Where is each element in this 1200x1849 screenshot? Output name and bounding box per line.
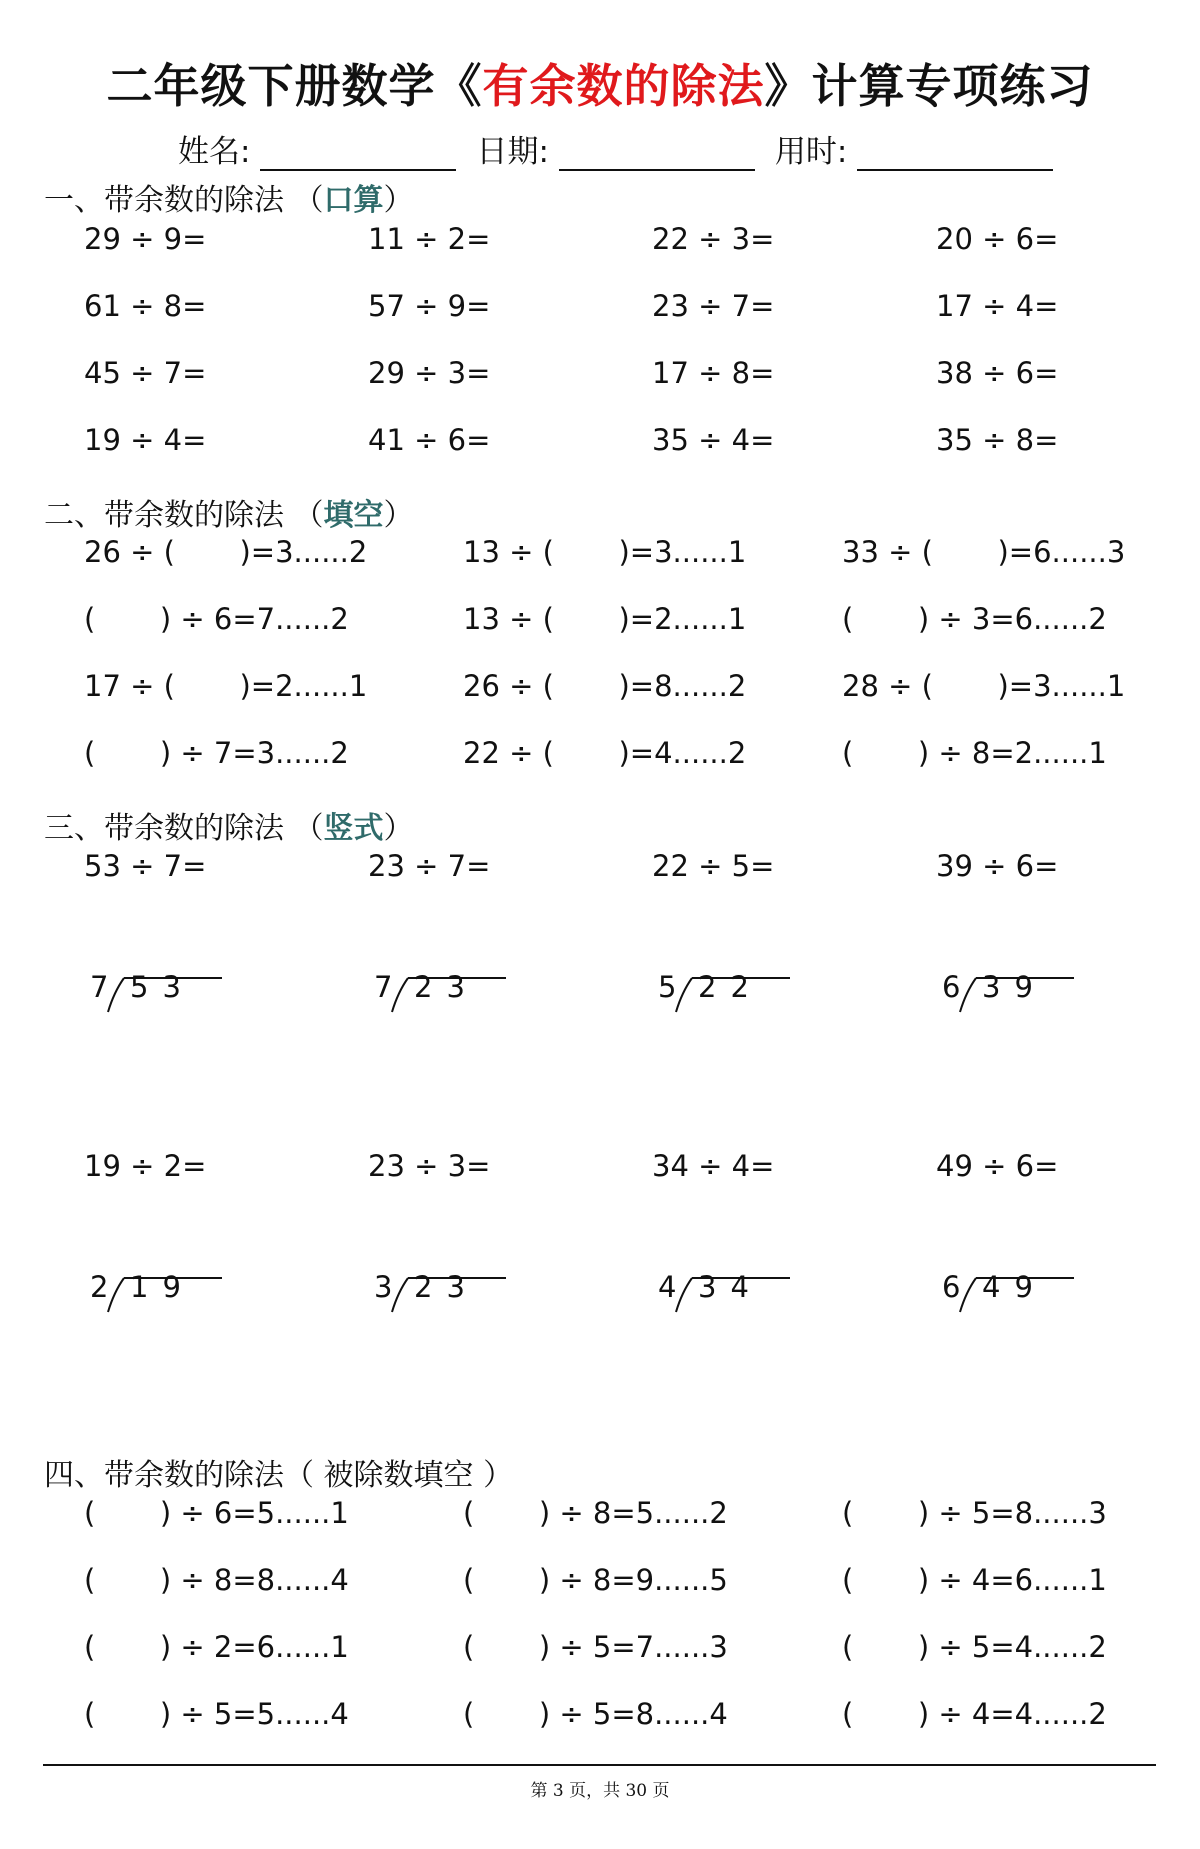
problem: ( ) ÷ 5=8......4	[463, 1697, 728, 1731]
problem: 61 ÷ 8=	[84, 289, 207, 323]
problem: ( ) ÷ 3=6......2	[842, 602, 1107, 636]
section-1-prefix: 一、带余数的除法 （	[44, 183, 324, 218]
dividend: 19	[130, 1270, 195, 1304]
section-1-row	[0, 289, 1200, 329]
section-2-row	[0, 669, 1200, 709]
problem: 33 ÷ ( )=6......3	[842, 535, 1126, 569]
problem: 13 ÷ ( )=3......1	[463, 535, 747, 569]
dividend: 53	[130, 970, 195, 1004]
problem: ( ) ÷ 5=8......3	[842, 1496, 1107, 1530]
problem: ( ) ÷ 8=2......1	[842, 736, 1107, 770]
divisor: 7	[374, 970, 393, 1004]
problem: 19 ÷ 4=	[84, 423, 207, 457]
problem: 26 ÷ ( )=3......2	[84, 535, 368, 569]
divisor: 3	[374, 1270, 393, 1304]
problem: 53 ÷ 7=	[84, 849, 207, 883]
date-blank[interactable]	[559, 137, 755, 171]
section-2-row	[0, 602, 1200, 642]
long-division-bracket	[374, 1262, 514, 1312]
problem: 34 ÷ 4=	[652, 1149, 775, 1183]
problem: 39 ÷ 6=	[936, 849, 1059, 883]
problem: 23 ÷ 3=	[368, 1149, 491, 1183]
section-3-suffix: ）	[383, 811, 414, 846]
dividend: 39	[982, 970, 1047, 1004]
problem: 29 ÷ 9=	[84, 222, 207, 256]
dividend: 49	[982, 1270, 1047, 1304]
section-1-row	[0, 222, 1200, 262]
name-field	[178, 126, 456, 171]
time-label: 用时:	[774, 134, 848, 170]
section-3-problem-row	[0, 849, 1200, 889]
section-4-row	[0, 1697, 1200, 1737]
title-highlight: 有余数的除法	[482, 59, 765, 113]
divisor: 2	[90, 1270, 109, 1304]
dividend: 22	[698, 970, 763, 1004]
dividend: 34	[698, 1270, 763, 1304]
problem: ( ) ÷ 7=3......2	[84, 736, 349, 770]
problem: 19 ÷ 2=	[84, 1149, 207, 1183]
long-division-bracket	[658, 962, 798, 1012]
problem: 13 ÷ ( )=2......1	[463, 602, 747, 636]
section-3-prefix: 三、带余数的除法 （	[44, 811, 324, 846]
date-field	[476, 126, 754, 171]
problem: ( ) ÷ 8=5......2	[463, 1496, 728, 1530]
footer-divider	[43, 1764, 1156, 1766]
problem: ( ) ÷ 5=5......4	[84, 1697, 349, 1731]
title-part-after: 》计算专项练习	[764, 59, 1094, 113]
problem: 57 ÷ 9=	[368, 289, 491, 323]
date-label: 日期:	[476, 134, 549, 170]
divisor: 6	[942, 970, 961, 1004]
problem: 17 ÷ 4=	[936, 289, 1059, 323]
problem: 23 ÷ 7=	[368, 849, 491, 883]
section-3-problem-row	[0, 1149, 1200, 1189]
problem: 22 ÷ ( )=4......2	[463, 736, 747, 770]
section-2-highlight: 填空	[323, 498, 384, 533]
section-2-row	[0, 535, 1200, 575]
section-1-suffix: ）	[383, 183, 414, 218]
title-part-before: 二年级下册数学《	[106, 59, 483, 113]
problem: ( ) ÷ 4=4......2	[842, 1697, 1107, 1731]
dividend: 23	[414, 970, 479, 1004]
student-info-row	[178, 126, 1053, 171]
problem: 28 ÷ ( )=3......1	[842, 669, 1126, 703]
problem: ( ) ÷ 5=7......3	[463, 1630, 728, 1664]
problem: 29 ÷ 3=	[368, 356, 491, 390]
problem: 49 ÷ 6=	[936, 1149, 1059, 1183]
divisor: 7	[90, 970, 109, 1004]
problem: 11 ÷ 2=	[368, 222, 491, 256]
section-3-highlight: 竖式	[323, 811, 384, 846]
problem: ( ) ÷ 5=4......2	[842, 1630, 1107, 1664]
problem: 35 ÷ 4=	[652, 423, 775, 457]
section-1-row	[0, 356, 1200, 396]
divisor: 4	[658, 1270, 677, 1304]
problem: 17 ÷ ( )=2......1	[84, 669, 368, 703]
section-1-heading	[44, 175, 414, 219]
long-division-bracket	[90, 1262, 230, 1312]
problem: ( ) ÷ 4=6......1	[842, 1563, 1107, 1597]
section-2-heading	[44, 490, 414, 534]
problem: 41 ÷ 6=	[368, 423, 491, 457]
problem: ( ) ÷ 8=8......4	[84, 1563, 349, 1597]
section-2-prefix: 二、带余数的除法 （	[44, 498, 324, 533]
long-division-bracket	[942, 962, 1082, 1012]
time-blank[interactable]	[857, 137, 1053, 171]
problem: 35 ÷ 8=	[936, 423, 1059, 457]
name-label: 姓名:	[178, 134, 251, 170]
problem: ( ) ÷ 8=9......5	[463, 1563, 728, 1597]
problem: 38 ÷ 6=	[936, 356, 1059, 390]
long-division-bracket	[658, 1262, 798, 1312]
problem: 26 ÷ ( )=8......2	[463, 669, 747, 703]
dividend: 23	[414, 1270, 479, 1304]
problem: 22 ÷ 3=	[652, 222, 775, 256]
name-blank[interactable]	[260, 137, 456, 171]
long-division-bracket	[374, 962, 514, 1012]
problem: 22 ÷ 5=	[652, 849, 775, 883]
page-number: 第 3 页，共 30 页	[530, 1781, 670, 1801]
problem: ( ) ÷ 6=5......1	[84, 1496, 349, 1530]
long-division-bracket	[90, 962, 230, 1012]
section-1-highlight: 口算	[323, 183, 384, 218]
section-4-heading: 四、带余数的除法（ 被除数填空 ）	[44, 1458, 514, 1493]
problem: 45 ÷ 7=	[84, 356, 207, 390]
problem: 17 ÷ 8=	[652, 356, 775, 390]
problem: ( ) ÷ 2=6......1	[84, 1630, 349, 1664]
section-4-row	[0, 1630, 1200, 1670]
time-field	[775, 126, 1053, 171]
problem: ( ) ÷ 6=7......2	[84, 602, 349, 636]
section-3-heading	[44, 803, 414, 847]
section-2-suffix: ）	[383, 498, 414, 533]
section-2-row	[0, 736, 1200, 776]
section-1-row	[0, 423, 1200, 463]
problem: 20 ÷ 6=	[936, 222, 1059, 256]
divisor: 5	[658, 970, 677, 1004]
long-division-bracket	[942, 1262, 1082, 1312]
page-title	[0, 50, 1200, 116]
problem: 23 ÷ 7=	[652, 289, 775, 323]
section-4-row	[0, 1496, 1200, 1536]
divisor: 6	[942, 1270, 961, 1304]
section-4-row	[0, 1563, 1200, 1603]
